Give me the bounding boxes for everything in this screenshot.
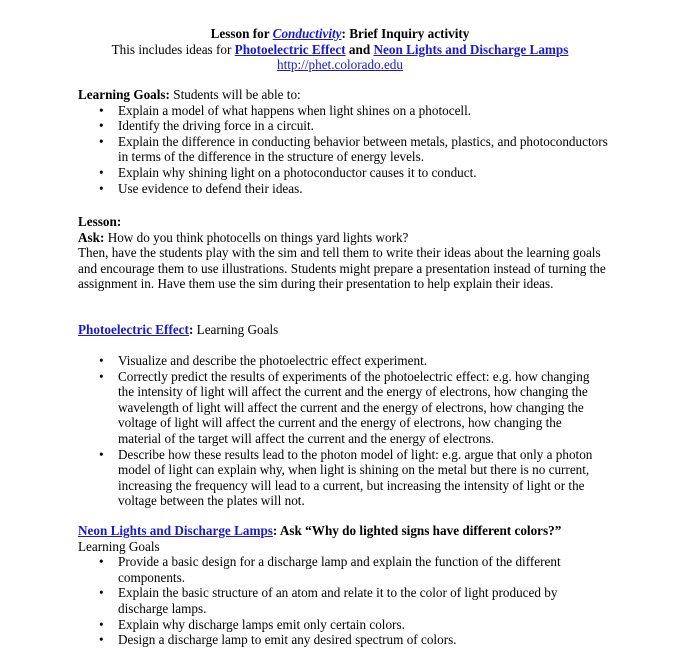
- neon-goals-list: [78, 554, 608, 648]
- ask-label: Ask:: [78, 229, 105, 245]
- neon-heading: Neon Lights and Discharge Lamps: Ask “Why do lighted signs have different colors?”: [78, 523, 562, 538]
- bullet-icon: •: [99, 118, 104, 134]
- learning-goals-section: Learning Goals: Students will be able to: • Explain a model of what happens when light shines on a photocell. • Identify the driving force in a circuit. • Explain the difference in conducting behavior between metals, plastics, and photoconductors in terms of the difference in the structure of energy levels. • Explain why shining light on a photoconductor causes it to conduct. • Use evidence to defend their ideas.: [78, 87, 608, 196]
- bullet-icon: •: [99, 164, 104, 180]
- bullet-icon: •: [99, 446, 104, 462]
- lesson-heading: Lesson:: [78, 214, 122, 229]
- photoelectric-effect-link[interactable]: Photoelectric Effect: [234, 41, 346, 57]
- list-item: • Explain the difference in conducting behavior between metals, plastics, and photoconductors in terms of the difference in the structure of energy levels.: [99, 133, 608, 165]
- includes-line: This includes ideas for Photoelectric Effect and Neon Lights and Discharge Lamps: [111, 41, 569, 57]
- list-item: • Correctly predict the results of experiments of the photoelectric effect: e.g. how changing the intensity of light will affect the current and the energy of electrons, how changing the wavelength of light will affect the current and the energy of electrons, how changing the voltage of light will affect the current and the energy of electrons, how changing the material of the target will affect the current and the energy of electrons.: [99, 368, 590, 446]
- bullet-icon: •: [99, 133, 104, 149]
- conductivity-link[interactable]: Conductivity: [272, 26, 342, 41]
- neon-lights-section-link[interactable]: Neon Lights and Discharge Lamps: [78, 523, 273, 538]
- bullet-icon: •: [99, 368, 104, 384]
- lesson-section: Lesson: Ask: How do you think photocells on things yard lights work? Then, have the students play with the sim and tell them to write their ideas about the learning goals and encourage them to use illustrations. Students might prepare a presentation instead of turning the assignment in. Have them use the sim during their presentation to help explain their ideas.: [78, 214, 608, 292]
- bullet-icon: •: [99, 632, 104, 648]
- neon-subheading: Learning Goals: [78, 538, 160, 554]
- photoelectric-goals-list: [78, 353, 608, 509]
- bullet-icon: •: [99, 554, 104, 570]
- list-item: • Use evidence to defend their ideas.: [99, 180, 303, 196]
- list-item: • Design a discharge lamp to emit any desired spectrum of colors.: [99, 632, 457, 648]
- learning-goals-list: [78, 103, 608, 197]
- photoelectric-goals-section: [78, 353, 608, 509]
- list-item: • Explain why shining light on a photoconductor causes it to conduct.: [99, 164, 477, 180]
- neon-section: [78, 523, 608, 648]
- bullet-icon: •: [99, 180, 104, 196]
- learning-goals-heading: Learning Goals:: [78, 87, 170, 102]
- bullet-icon: •: [99, 585, 104, 601]
- list-item: • Provide a basic design for a discharge lamp and explain the function of the different components.: [99, 554, 561, 585]
- bullet-icon: •: [99, 353, 104, 368]
- phet-url-link[interactable]: http://phet.colorado.edu: [277, 57, 403, 73]
- bullet-icon: •: [99, 102, 104, 118]
- list-item: • Explain why discharge lamps emit only certain colors.: [99, 616, 405, 632]
- list-item: • Explain the basic structure of an atom and relate it to the color of light produced by discharge lamps.: [99, 585, 558, 616]
- document-header: [0, 26, 680, 73]
- list-item: • Explain a model of what happens when light shines on a photocell.: [99, 102, 472, 118]
- list-item: • Describe how these results lead to the photon model of light: e.g. argue that only a photon model of light can explain why, when light is shining on the metal but there is no current, increasing the frequency will lead to a current, but increasing the intensity of light or the voltage between the plates will not.: [99, 446, 593, 509]
- list-item: • Visualize and describe the photoelectric effect experiment.: [99, 353, 428, 368]
- lesson-body: Then, have the students play with the sim and tell them to write their ideas about the learning goals and encourage them to use illustrations. Students might prepare a presentation instead of turning the assignment in. Have them use the sim during their presentation to help explain their ideas.: [78, 245, 606, 292]
- photoelectric-effect-section-link[interactable]: Photoelectric Effect: [78, 322, 189, 337]
- bullet-icon: •: [99, 616, 104, 632]
- list-item: • Identify the driving force in a circuit.: [99, 118, 314, 134]
- neon-lights-link[interactable]: Neon Lights and Discharge Lamps: [373, 41, 569, 57]
- photoelectric-heading: Photoelectric Effect: Learning Goals: [78, 322, 279, 337]
- page-title: Lesson for Conductivity: Brief Inquiry activity: [210, 26, 470, 41]
